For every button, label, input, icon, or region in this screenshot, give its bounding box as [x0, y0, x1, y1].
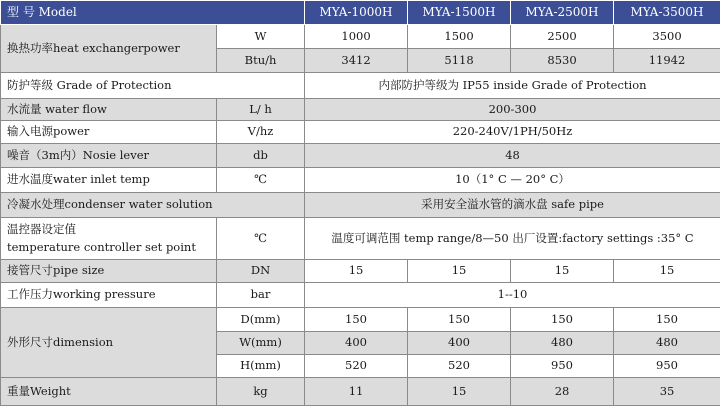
model-header-1000h: MYA-1000H — [305, 1, 408, 25]
heat-btu-value: 3412 — [305, 49, 408, 73]
header-row — [1, 1, 720, 25]
weight-label: 重量Weight — [1, 378, 217, 406]
dimension-h-value: 520 — [408, 355, 511, 378]
heat-btu-value: 8530 — [511, 49, 614, 73]
noise-unit: db — [217, 144, 305, 168]
power-row — [1, 121, 720, 144]
pressure-label: 工作压力working pressure — [1, 283, 217, 308]
dimension-row-d — [1, 308, 720, 332]
weight-value: 15 — [408, 378, 511, 406]
dimension-d-value: 150 — [511, 308, 614, 332]
pipe-row — [1, 260, 720, 283]
controller-label-en: temperature controller set point — [7, 241, 212, 254]
water-flow-row — [1, 99, 720, 121]
dimension-unit-h: H(mm) — [217, 355, 305, 378]
controller-value: 温度可调范围 temp range/8—50 出厂设置:factory settings :35° C — [305, 218, 720, 260]
pipe-label: 接管尺寸pipe size — [1, 260, 217, 283]
heat-w-value: 2500 — [511, 25, 614, 49]
dimension-w-value: 480 — [511, 332, 614, 355]
pipe-unit: DN — [217, 260, 305, 283]
heat-w-value: 1000 — [305, 25, 408, 49]
model-header-2500h: MYA-2500H — [511, 1, 614, 25]
pressure-row — [1, 283, 720, 308]
dimension-w-value: 400 — [305, 332, 408, 355]
dimension-d-value: 150 — [408, 308, 511, 332]
controller-label — [1, 218, 217, 260]
dimension-label: 外形尺寸dimension — [1, 308, 217, 378]
model-header-3500h: MYA-3500H — [614, 1, 720, 25]
water-temp-label: 进水温度water inlet temp — [1, 168, 217, 193]
pipe-value: 15 — [511, 260, 614, 283]
condensate-row — [1, 193, 720, 218]
heat-row-w — [1, 25, 720, 49]
dimension-w-value: 400 — [408, 332, 511, 355]
protection-row — [1, 73, 720, 99]
pressure-unit: bar — [217, 283, 305, 308]
noise-row — [1, 144, 720, 168]
heat-unit-btu: Btu/h — [217, 49, 305, 73]
heat-w-value: 1500 — [408, 25, 511, 49]
power-label: 输入电源power — [1, 121, 217, 144]
condensate-label: 冷凝水处理condenser water solution — [1, 193, 305, 218]
heat-w-value: 3500 — [614, 25, 720, 49]
weight-value: 28 — [511, 378, 614, 406]
pipe-value: 15 — [408, 260, 511, 283]
dimension-h-value: 950 — [511, 355, 614, 378]
noise-label: 噪音（3m内）Nosie lever — [1, 144, 217, 168]
protection-value: 内部防护等级为 IP55 inside Grade of Protection — [305, 73, 720, 99]
pipe-value: 15 — [614, 260, 720, 283]
dimension-unit-w: W(mm) — [217, 332, 305, 355]
controller-unit: ℃ — [217, 218, 305, 260]
pipe-value: 15 — [305, 260, 408, 283]
power-unit: V/hz — [217, 121, 305, 144]
dimension-w-value: 480 — [614, 332, 720, 355]
dimension-d-value: 150 — [305, 308, 408, 332]
heat-label: 换热功率heat exchangerpower — [1, 25, 217, 73]
power-value: 220-240V/1PH/50Hz — [305, 121, 720, 144]
controller-row — [1, 218, 720, 260]
condensate-value: 采用安全溢水管的滴水盘 safe pipe — [305, 193, 720, 218]
water-temp-row — [1, 168, 720, 193]
dimension-h-value: 950 — [614, 355, 720, 378]
water-temp-unit: ℃ — [217, 168, 305, 193]
controller-label-cn: 温控器设定值 — [7, 223, 212, 236]
water-flow-unit: L/ h — [217, 99, 305, 121]
water-temp-value: 10（1° C — 20° C） — [305, 168, 720, 193]
noise-value: 48 — [305, 144, 720, 168]
weight-unit: kg — [217, 378, 305, 406]
weight-row — [1, 378, 720, 406]
water-flow-value: 200-300 — [305, 99, 720, 121]
dimension-unit-d: D(mm) — [217, 308, 305, 332]
weight-value: 35 — [614, 378, 720, 406]
pressure-value: 1--10 — [305, 283, 720, 308]
heat-btu-value: 11942 — [614, 49, 720, 73]
model-header-label: 型 号 Model — [1, 1, 305, 25]
weight-value: 11 — [305, 378, 408, 406]
dimension-d-value: 150 — [614, 308, 720, 332]
heat-btu-value: 5118 — [408, 49, 511, 73]
dimension-h-value: 520 — [305, 355, 408, 378]
protection-label: 防护等级 Grade of Protection — [1, 73, 305, 99]
model-header-1500h: MYA-1500H — [408, 1, 511, 25]
heat-unit-w: W — [217, 25, 305, 49]
water-flow-label: 水流量 water flow — [1, 99, 217, 121]
